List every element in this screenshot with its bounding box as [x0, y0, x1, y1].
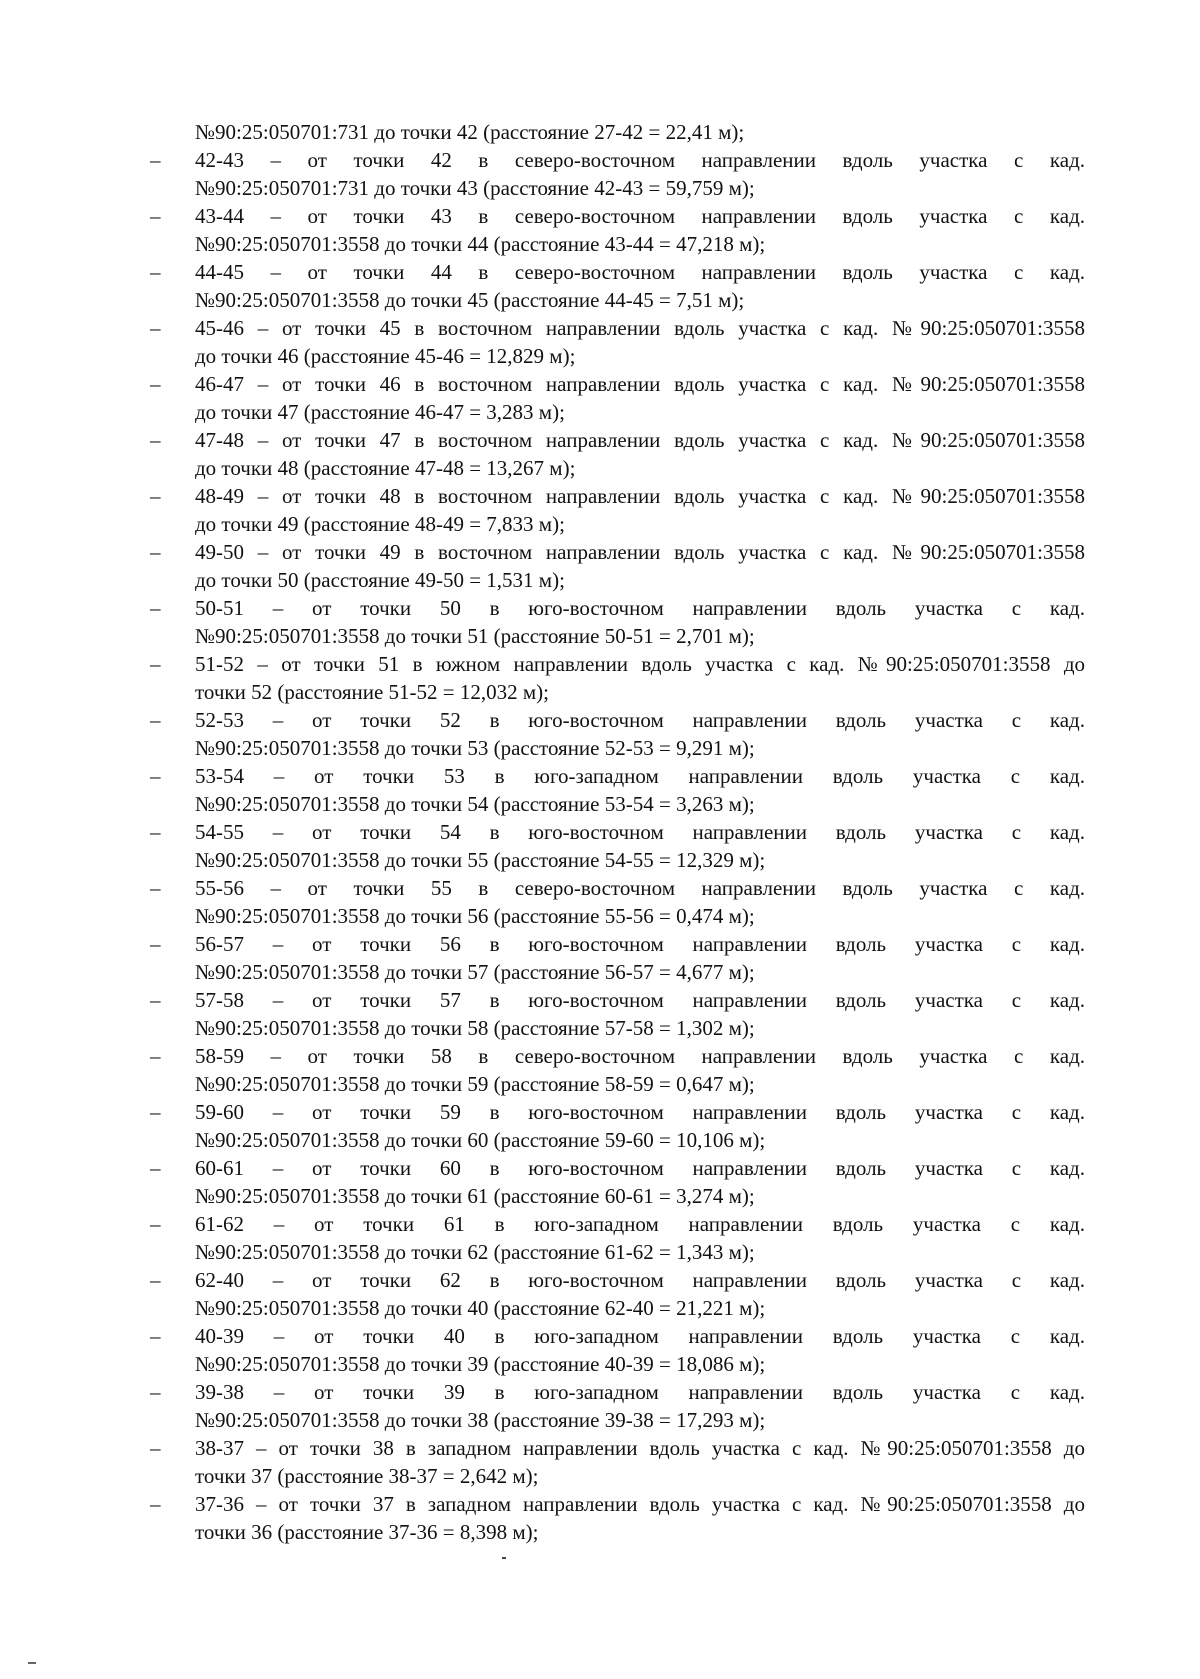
list-item-line: 51-52 – от точки 51 в южном направлении вдоль участка с кад. №90:25:050701:3558 до	[195, 652, 1085, 676]
list-item	[150, 1154, 1085, 1182]
list-item-continuation	[150, 1070, 1085, 1098]
list-bullet-dash: –	[150, 708, 161, 732]
list-item-continuation	[150, 1238, 1085, 1266]
list-item-line: 59-60 – от точки 59 в юго-восточном направлении вдоль участка с кад.	[195, 1100, 1085, 1124]
list-bullet-dash: –	[150, 988, 161, 1012]
list-item-line: 37-36 – от точки 37 в западном направлении вдоль участка с кад. №90:25:050701:3558 до	[195, 1492, 1085, 1516]
list-bullet-dash: –	[150, 484, 161, 508]
list-item-continuation	[150, 398, 1085, 426]
list-item-line: точки 52 (расстояние 51-52 = 12,032 м);	[195, 680, 549, 704]
list-item-line: №90:25:050701:3558 до точки 44 (расстояние 43-44 = 47,218 м);	[195, 232, 766, 256]
list-item-line: 48-49 – от точки 48 в восточном направлении вдоль участка с кад. №90:25:050701:3558	[195, 484, 1085, 508]
list-item	[150, 538, 1085, 566]
list-item	[150, 650, 1085, 678]
list-item-line: 52-53 – от точки 52 в юго-восточном направлении вдоль участка с кад.	[195, 708, 1085, 732]
list-item-line: №90:25:050701:3558 до точки 59 (расстояние 58-59 = 0,647 м);	[195, 1072, 755, 1096]
list-item-line: №90:25:050701:3558 до точки 56 (расстояние 55-56 = 0,474 м);	[195, 904, 755, 928]
list-item-line: №90:25:050701:3558 до точки 54 (расстояние 53-54 = 3,263 м);	[195, 792, 755, 816]
list-item-line: 61-62 – от точки 61 в юго-западном направлении вдоль участка с кад.	[195, 1212, 1085, 1236]
list-item	[150, 706, 1085, 734]
list-item-line: до точки 46 (расстояние 45-46 = 12,829 м);	[195, 344, 576, 368]
list-item-continuation	[150, 566, 1085, 594]
list-bullet-dash: –	[150, 932, 161, 956]
list-item-line: 46-47 – от точки 46 в восточном направлении вдоль участка с кад. №90:25:050701:3558	[195, 372, 1085, 396]
list-bullet-dash: –	[150, 1436, 161, 1460]
list-item-line: до точки 50 (расстояние 49-50 = 1,531 м);	[195, 568, 565, 592]
list-item-line: 49-50 – от точки 49 в восточном направлении вдоль участка с кад. №90:25:050701:3558	[195, 540, 1085, 564]
list-item-line: №90:25:050701:3558 до точки 60 (расстояние 59-60 = 10,106 м);	[195, 1128, 766, 1152]
list-item-line: №90:25:050701:3558 до точки 39 (расстояние 40-39 = 18,086 м);	[195, 1352, 766, 1376]
list-item-continuation	[150, 846, 1085, 874]
list-item-continuation	[150, 1014, 1085, 1042]
boundary-description-list	[150, 118, 1085, 1546]
list-item	[150, 146, 1085, 174]
list-item-line: 54-55 – от точки 54 в юго-восточном направлении вдоль участка с кад.	[195, 820, 1085, 844]
list-item-continuation	[150, 958, 1085, 986]
list-item-line: 55-56 – от точки 55 в северо-восточном направлении вдоль участка с кад.	[195, 876, 1085, 900]
list-item	[150, 986, 1085, 1014]
list-item-continuation	[150, 790, 1085, 818]
continuation-line	[150, 118, 1085, 146]
list-item	[150, 930, 1085, 958]
list-item-line: 60-61 – от точки 60 в юго-восточном направлении вдоль участка с кад.	[195, 1156, 1085, 1180]
list-item	[150, 482, 1085, 510]
list-bullet-dash: –	[150, 820, 161, 844]
list-item-continuation	[150, 1182, 1085, 1210]
list-item-continuation	[150, 286, 1085, 314]
list-item-line: №90:25:050701:3558 до точки 53 (расстояние 52-53 = 9,291 м);	[195, 736, 755, 760]
list-bullet-dash: –	[150, 372, 161, 396]
list-item-line: 62-40 – от точки 62 в юго-восточном направлении вдоль участка с кад.	[195, 1268, 1085, 1292]
list-bullet-dash: –	[150, 1156, 161, 1180]
list-item	[150, 874, 1085, 902]
list-bullet-dash: –	[150, 204, 161, 228]
list-item-line: №90:25:050701:3558 до точки 62 (расстояние 61-62 = 1,343 м);	[195, 1240, 755, 1264]
list-bullet-dash: –	[150, 1492, 161, 1516]
list-item-line: 45-46 – от точки 45 в восточном направлении вдоль участка с кад. №90:25:050701:3558	[195, 316, 1085, 340]
list-item-line: №90:25:050701:731 до точки 43 (расстояние 42-43 = 59,759 м);	[195, 176, 755, 200]
list-item-line: №90:25:050701:3558 до точки 51 (расстояние 50-51 = 2,701 м);	[195, 624, 755, 648]
list-item-line: №90:25:050701:3558 до точки 61 (расстояние 60-61 = 3,274 м);	[195, 1184, 755, 1208]
list-item	[150, 1378, 1085, 1406]
list-item	[150, 1042, 1085, 1070]
list-item-line: 38-37 – от точки 38 в западном направлении вдоль участка с кад. №90:25:050701:3558 до	[195, 1436, 1085, 1460]
list-bullet-dash: –	[150, 260, 161, 284]
list-item	[150, 762, 1085, 790]
list-item	[150, 258, 1085, 286]
list-item-continuation	[150, 1294, 1085, 1322]
list-item-line: 43-44 – от точки 43 в северо-восточном направлении вдоль участка с кад.	[195, 204, 1085, 228]
margin-mark	[28, 1662, 36, 1664]
list-item-continuation	[150, 510, 1085, 538]
list-item	[150, 1266, 1085, 1294]
list-item	[150, 1322, 1085, 1350]
list-item-continuation	[150, 734, 1085, 762]
list-item-continuation	[150, 230, 1085, 258]
list-item-line: 40-39 – от точки 40 в юго-западном направлении вдоль участка с кад.	[195, 1324, 1085, 1348]
list-item-continuation	[150, 622, 1085, 650]
list-item-continuation	[150, 454, 1085, 482]
list-item-continuation	[150, 678, 1085, 706]
list-item-continuation	[150, 902, 1085, 930]
list-item-line: 53-54 – от точки 53 в юго-западном направлении вдоль участка с кад.	[195, 764, 1085, 788]
list-bullet-dash: –	[150, 1044, 161, 1068]
list-item	[150, 1434, 1085, 1462]
list-item-line: 39-38 – от точки 39 в юго-западном направлении вдоль участка с кад.	[195, 1380, 1085, 1404]
list-bullet-dash: –	[150, 540, 161, 564]
list-item-line: №90:25:050701:3558 до точки 58 (расстояние 57-58 = 1,302 м);	[195, 1016, 755, 1040]
list-item-line: 50-51 – от точки 50 в юго-восточном направлении вдоль участка с кад.	[195, 596, 1085, 620]
list-item-line: 44-45 – от точки 44 в северо-восточном направлении вдоль участка с кад.	[195, 260, 1085, 284]
list-item-line: 57-58 – от точки 57 в юго-восточном направлении вдоль участка с кад.	[195, 988, 1085, 1012]
list-bullet-dash: –	[150, 596, 161, 620]
list-item-line: 56-57 – от точки 56 в юго-восточном направлении вдоль участка с кад.	[195, 932, 1085, 956]
list-bullet-dash: –	[150, 652, 161, 676]
list-item	[150, 1098, 1085, 1126]
list-bullet-dash: –	[150, 1212, 161, 1236]
list-item-line: 42-43 – от точки 42 в северо-восточном направлении вдоль участка с кад.	[195, 148, 1085, 172]
list-item-continuation	[150, 1350, 1085, 1378]
list-item-continuation	[150, 1126, 1085, 1154]
list-item	[150, 1210, 1085, 1238]
list-item	[150, 818, 1085, 846]
list-item	[150, 594, 1085, 622]
list-item	[150, 426, 1085, 454]
list-item-line: до точки 47 (расстояние 46-47 = 3,283 м);	[195, 400, 565, 424]
list-item-line: точки 37 (расстояние 38-37 = 2,642 м);	[195, 1464, 539, 1488]
list-item-line: до точки 48 (расстояние 47-48 = 13,267 м);	[195, 456, 576, 480]
scan-mark	[502, 1557, 506, 1559]
list-item-continuation	[150, 342, 1085, 370]
list-bullet-dash: –	[150, 428, 161, 452]
list-item-line: №90:25:050701:3558 до точки 38 (расстояние 39-38 = 17,293 м);	[195, 1408, 766, 1432]
list-item-line: №90:25:050701:3558 до точки 45 (расстояние 44-45 = 7,51 м);	[195, 288, 745, 312]
list-item-continuation	[150, 1406, 1085, 1434]
list-bullet-dash: –	[150, 1100, 161, 1124]
list-item-line: 58-59 – от точки 58 в северо-восточном направлении вдоль участка с кад.	[195, 1044, 1085, 1068]
list-item	[150, 314, 1085, 342]
list-item-line: до точки 49 (расстояние 48-49 = 7,833 м);	[195, 512, 565, 536]
list-bullet-dash: –	[150, 316, 161, 340]
list-item-line: №90:25:050701:3558 до точки 40 (расстояние 62-40 = 21,221 м);	[195, 1296, 766, 1320]
list-item-continuation	[150, 174, 1085, 202]
list-bullet-dash: –	[150, 1268, 161, 1292]
list-bullet-dash: –	[150, 876, 161, 900]
list-bullet-dash: –	[150, 764, 161, 788]
list-item-continuation	[150, 1518, 1085, 1546]
list-item-continuation	[150, 1462, 1085, 1490]
list-item-line: точки 36 (расстояние 37-36 = 8,398 м);	[195, 1520, 539, 1544]
list-bullet-dash: –	[150, 1324, 161, 1348]
list-item-line: №90:25:050701:3558 до точки 55 (расстояние 54-55 = 12,329 м);	[195, 848, 766, 872]
continuation-text: №90:25:050701:731 до точки 42 (расстояние 27-42 = 22,41 м);	[195, 120, 745, 144]
list-item	[150, 370, 1085, 398]
list-item	[150, 202, 1085, 230]
list-bullet-dash: –	[150, 148, 161, 172]
list-item	[150, 1490, 1085, 1518]
list-bullet-dash: –	[150, 1380, 161, 1404]
list-item-line: №90:25:050701:3558 до точки 57 (расстояние 56-57 = 4,677 м);	[195, 960, 755, 984]
list-item-line: 47-48 – от точки 47 в восточном направлении вдоль участка с кад. №90:25:050701:3558	[195, 428, 1085, 452]
